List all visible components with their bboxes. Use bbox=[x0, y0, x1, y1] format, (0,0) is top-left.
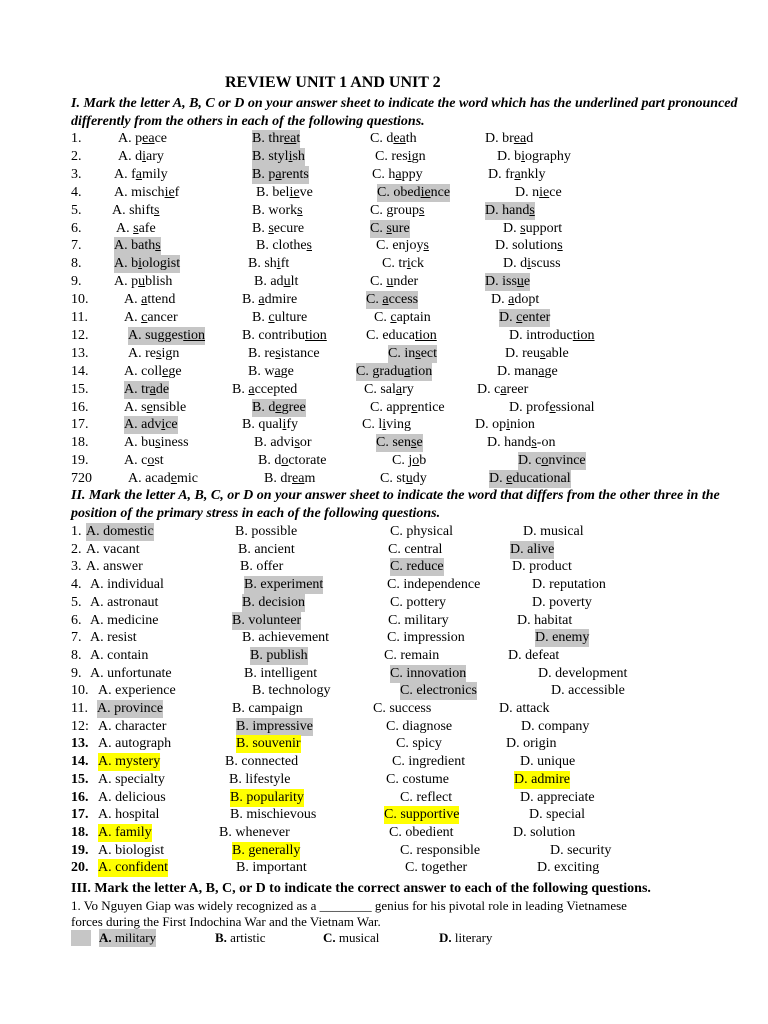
option-b: B. generally bbox=[232, 842, 301, 858]
answer-option: C. musical bbox=[323, 930, 380, 945]
option-b: B. important bbox=[236, 860, 307, 876]
option-c: C. success bbox=[373, 701, 432, 716]
option-d: D. center bbox=[499, 310, 551, 325]
option-c: C. independence bbox=[387, 577, 481, 593]
option-a: A. resist bbox=[90, 630, 137, 646]
option-c: C. job bbox=[392, 453, 427, 469]
option-b: B. impressive bbox=[236, 718, 313, 734]
section1-row bbox=[0, 148, 768, 166]
question-number: 2. bbox=[71, 148, 82, 164]
option-c: C. obedience bbox=[377, 184, 451, 200]
section1-row bbox=[0, 273, 768, 291]
answer-option: B. artistic bbox=[215, 930, 266, 945]
question-number: 4. bbox=[71, 184, 82, 200]
question-number: 3. bbox=[71, 166, 82, 182]
option-c: C. happy bbox=[372, 166, 423, 182]
section2-row bbox=[0, 842, 768, 860]
section2-row bbox=[0, 594, 768, 612]
option-b: B. secure bbox=[252, 220, 305, 236]
option-c: C. apprentice bbox=[370, 399, 445, 415]
option-b: B. experiment bbox=[244, 577, 324, 593]
question-number: 15. bbox=[71, 771, 89, 787]
question-number: 4. bbox=[71, 577, 82, 593]
option-b: B. resistance bbox=[248, 345, 320, 361]
question-number: 13. bbox=[71, 736, 89, 752]
section1-row bbox=[0, 255, 768, 273]
option-b: B. advisor bbox=[254, 435, 312, 451]
option-d: D. accessible bbox=[551, 683, 625, 699]
question-number: 2. bbox=[71, 541, 82, 557]
option-a: A. cancer bbox=[124, 310, 178, 325]
section2-row bbox=[0, 612, 768, 630]
option-d: D. educational bbox=[489, 471, 571, 487]
option-b: B. works bbox=[252, 202, 303, 218]
option-c: C. innovation bbox=[390, 665, 467, 681]
section2-row bbox=[0, 647, 768, 665]
option-b: B. connected bbox=[225, 754, 299, 770]
option-d: D. discuss bbox=[503, 256, 561, 272]
option-c: C. physical bbox=[390, 524, 453, 539]
question-number: 17. bbox=[71, 807, 89, 823]
option-c: C. reflect bbox=[400, 789, 453, 805]
option-a: A. specialty bbox=[98, 771, 165, 787]
section1-row bbox=[0, 309, 768, 327]
section1-row bbox=[0, 202, 768, 220]
section1-instruction: I. Mark the letter A, B, C or D on your answer sheet to indicate the word which has the underlined part pronounced differently from the others in each of the following questions. bbox=[71, 96, 738, 129]
question-number: 18. bbox=[71, 435, 89, 451]
section2-row bbox=[0, 735, 768, 753]
option-a: A. autograph bbox=[98, 736, 172, 752]
option-c: C. enjoys bbox=[376, 238, 429, 254]
option-d: D. manage bbox=[497, 363, 558, 379]
question-number: 6. bbox=[71, 220, 82, 236]
option-c: C. resign bbox=[375, 148, 426, 164]
option-a: A. sensible bbox=[124, 399, 187, 415]
option-d: D. appreciate bbox=[520, 789, 595, 805]
section2-row bbox=[0, 771, 768, 789]
option-a: A. business bbox=[124, 435, 189, 451]
option-d: D. biography bbox=[497, 148, 571, 164]
question-number: 8. bbox=[71, 256, 82, 272]
section2-row bbox=[0, 682, 768, 700]
option-a: A. answer bbox=[86, 559, 143, 575]
option-c: C. captain bbox=[374, 310, 431, 325]
question-number: 5. bbox=[71, 594, 82, 610]
option-a: A. mystery bbox=[98, 754, 161, 770]
option-a: A. publish bbox=[114, 274, 173, 290]
section2-row bbox=[0, 700, 768, 718]
question-1-line-2: forces during the First Indochina War and the Vietnam War. bbox=[71, 914, 381, 929]
option-b: B. lifestyle bbox=[229, 771, 291, 787]
option-c: C. responsible bbox=[400, 842, 481, 858]
option-d: D. habitat bbox=[517, 612, 573, 628]
section2-row bbox=[0, 541, 768, 559]
option-a: A. shifts bbox=[112, 202, 160, 218]
section3-instruction: III. Mark the letter A, B, C, or D to indicate the correct answer to each of the following questions. bbox=[71, 881, 651, 896]
section1-row bbox=[0, 166, 768, 184]
section2-row bbox=[0, 753, 768, 771]
section2-row bbox=[0, 629, 768, 647]
option-d: D. solutions bbox=[495, 238, 563, 254]
option-d: D. special bbox=[529, 807, 585, 823]
option-d: D. poverty bbox=[532, 594, 592, 610]
option-b: B. qualify bbox=[242, 417, 299, 433]
section2-row bbox=[0, 523, 768, 541]
option-d: D. professional bbox=[509, 399, 595, 415]
option-c: C. graduation bbox=[356, 363, 433, 379]
section2-row bbox=[0, 806, 768, 824]
question-number: 11. bbox=[71, 701, 88, 716]
option-c: C. together bbox=[405, 860, 468, 876]
option-b: B. achievement bbox=[242, 630, 330, 646]
option-c: C. supportive bbox=[384, 807, 460, 823]
question-1-options bbox=[71, 929, 761, 947]
option-c: C. death bbox=[370, 131, 417, 146]
question-number: 19. bbox=[71, 842, 89, 858]
option-d: D. opinion bbox=[475, 417, 535, 433]
option-a: A. vacant bbox=[86, 541, 140, 557]
option-b: B. technology bbox=[252, 683, 331, 699]
option-b: B. doctorate bbox=[258, 453, 327, 469]
section1-row bbox=[0, 220, 768, 238]
option-a: A. attend bbox=[124, 292, 176, 308]
option-b: B. intelligent bbox=[244, 665, 318, 681]
option-a: A. baths bbox=[114, 238, 161, 254]
option-b: B. believe bbox=[256, 184, 313, 200]
option-c: C. obedient bbox=[389, 824, 454, 840]
option-b: B. contribution bbox=[242, 327, 327, 343]
section2-row bbox=[0, 859, 768, 877]
answer-option: D. literary bbox=[439, 930, 493, 945]
option-d: D. admire bbox=[514, 771, 570, 787]
option-b: B. campaign bbox=[232, 701, 303, 716]
option-b: B. admire bbox=[242, 292, 298, 308]
option-b: B. dream bbox=[264, 471, 316, 487]
option-a: A. contain bbox=[90, 647, 149, 663]
option-d: D. niece bbox=[515, 184, 562, 200]
option-a: A. medicine bbox=[90, 612, 159, 628]
question-number: 13. bbox=[71, 345, 89, 361]
option-d: D. support bbox=[503, 220, 563, 236]
option-d: D. security bbox=[550, 842, 612, 858]
option-b: B. souvenir bbox=[236, 736, 301, 752]
option-d: D. issue bbox=[485, 274, 531, 290]
option-c: C. remain bbox=[384, 647, 440, 663]
question-number: 18. bbox=[71, 824, 89, 840]
option-d: D. reusable bbox=[505, 345, 569, 361]
question-number: 9. bbox=[71, 665, 82, 681]
question-number: 12: bbox=[71, 718, 89, 734]
section1-row bbox=[0, 470, 768, 488]
option-b: B. whenever bbox=[219, 824, 290, 840]
option-b: B. accepted bbox=[232, 381, 298, 397]
question-number: 7. bbox=[71, 630, 82, 646]
option-d: D. reputation bbox=[532, 577, 606, 593]
option-c: C. pottery bbox=[390, 594, 446, 610]
option-d: D. enemy bbox=[535, 630, 590, 646]
section2-row bbox=[0, 789, 768, 807]
option-b: B. popularity bbox=[230, 789, 304, 805]
option-d: D. origin bbox=[506, 736, 557, 752]
option-a: A. family bbox=[98, 824, 152, 840]
option-d: D. convince bbox=[518, 453, 586, 469]
section1-row bbox=[0, 184, 768, 202]
question-number: 16. bbox=[71, 399, 89, 415]
option-d: D. hands bbox=[485, 202, 535, 218]
option-a: A. suggestion bbox=[128, 327, 206, 343]
option-a: A. astronaut bbox=[90, 594, 159, 610]
option-a: A. biologist bbox=[98, 842, 165, 858]
option-b: B. parents bbox=[252, 166, 309, 182]
option-c: C. salary bbox=[364, 381, 414, 397]
section1-row bbox=[0, 363, 768, 381]
question-number: 10. bbox=[71, 292, 89, 308]
section2-row bbox=[0, 576, 768, 594]
option-c: C. sure bbox=[370, 220, 410, 236]
page-title: REVIEW UNIT 1 AND UNIT 2 bbox=[225, 74, 441, 91]
option-b: B. clothes bbox=[256, 238, 312, 254]
option-c: C. groups bbox=[370, 202, 425, 218]
option-b: B. threat bbox=[252, 131, 301, 146]
option-d: D. solution bbox=[513, 824, 576, 840]
question-number: 19. bbox=[71, 453, 89, 469]
option-d: D. frankly bbox=[488, 166, 546, 182]
option-a: A. cost bbox=[124, 453, 164, 469]
question-number: 20. bbox=[71, 860, 89, 876]
option-c: C. access bbox=[366, 292, 419, 308]
section1-row bbox=[0, 416, 768, 434]
option-d: D. development bbox=[538, 665, 628, 681]
question-number: 10. bbox=[71, 683, 89, 699]
option-b: B. publish bbox=[250, 647, 308, 663]
answer-option: A. military bbox=[99, 930, 157, 945]
option-c: C. trick bbox=[382, 256, 424, 272]
option-b: B. offer bbox=[240, 559, 284, 575]
option-d: D. hands-on bbox=[487, 435, 556, 451]
section2-row bbox=[0, 558, 768, 576]
question-number: 1. bbox=[71, 524, 82, 539]
question-number: 12. bbox=[71, 327, 89, 343]
option-a: A. delicious bbox=[98, 789, 166, 805]
question-number: 16. bbox=[71, 789, 89, 805]
option-d: D. unique bbox=[520, 754, 576, 770]
option-a: A. biologist bbox=[114, 256, 181, 272]
option-b: B. volunteer bbox=[232, 612, 302, 628]
question-number: 9. bbox=[71, 274, 82, 290]
option-b: B. mischievous bbox=[230, 807, 317, 823]
option-c: C. diagnose bbox=[386, 718, 453, 734]
option-b: B. ancient bbox=[238, 541, 295, 557]
option-c: C. military bbox=[388, 612, 449, 628]
option-c: C. sense bbox=[376, 435, 423, 451]
option-d: D. defeat bbox=[508, 647, 560, 663]
option-c: C. impression bbox=[387, 630, 465, 646]
option-c: C. living bbox=[362, 417, 412, 433]
section2-row bbox=[0, 824, 768, 842]
option-a: A. diary bbox=[118, 148, 164, 164]
option-a: A. peace bbox=[118, 131, 167, 146]
option-a: A. resign bbox=[128, 345, 180, 361]
option-a: A. province bbox=[97, 701, 164, 716]
option-c: C. costume bbox=[386, 771, 449, 787]
question-number: 8. bbox=[71, 647, 82, 663]
question-number: 6. bbox=[71, 612, 82, 628]
option-b: B. decision bbox=[242, 594, 305, 610]
option-a: A. safe bbox=[116, 220, 156, 236]
option-a: A. confident bbox=[98, 860, 168, 876]
section1-row bbox=[0, 452, 768, 470]
section1-row bbox=[0, 130, 768, 148]
option-c: C. insect bbox=[388, 345, 438, 361]
option-a: A. unfortunate bbox=[90, 665, 172, 681]
option-c: C. electronics bbox=[400, 683, 477, 699]
section1-row bbox=[0, 345, 768, 363]
option-d: D. company bbox=[521, 718, 590, 734]
option-a: A. mischief bbox=[114, 184, 180, 200]
section1-row bbox=[0, 327, 768, 345]
option-b: B. adult bbox=[254, 274, 299, 290]
option-c: C. central bbox=[388, 541, 443, 557]
question-number: 7. bbox=[71, 238, 82, 254]
option-c: C. study bbox=[380, 471, 427, 487]
option-a: A. family bbox=[114, 166, 168, 182]
section1-row bbox=[0, 291, 768, 309]
option-d: D. exciting bbox=[537, 860, 600, 876]
option-d: D. introduction bbox=[509, 327, 595, 343]
question-number: 17. bbox=[71, 417, 89, 433]
option-b: B. wage bbox=[248, 363, 294, 379]
option-a: A. experience bbox=[98, 683, 176, 699]
option-a: A. character bbox=[98, 718, 167, 734]
option-c: C. under bbox=[370, 274, 419, 290]
option-b: B. shift bbox=[248, 256, 290, 272]
option-a: A. academic bbox=[128, 471, 198, 487]
section1-row bbox=[0, 237, 768, 255]
option-d: D. adopt bbox=[491, 292, 540, 308]
option-b: B. possible bbox=[235, 524, 298, 539]
option-a: A. individual bbox=[90, 577, 164, 593]
section1-row bbox=[0, 399, 768, 417]
question-number: 720 bbox=[71, 471, 92, 487]
section1-row bbox=[0, 434, 768, 452]
option-d: D. product bbox=[512, 559, 572, 575]
option-c: C. spicy bbox=[396, 736, 442, 752]
section2-row bbox=[0, 718, 768, 736]
option-b: B. degree bbox=[252, 399, 306, 415]
question-number: 11. bbox=[71, 310, 88, 325]
option-d: D. attack bbox=[499, 701, 550, 716]
option-c: C. education bbox=[366, 327, 437, 343]
question-number: 14. bbox=[71, 754, 89, 770]
option-b: B. culture bbox=[252, 310, 308, 325]
option-b: B. stylish bbox=[252, 148, 305, 164]
question-number: 3. bbox=[71, 559, 82, 575]
option-a: A. advice bbox=[124, 417, 178, 433]
option-d: D. alive bbox=[510, 541, 555, 557]
option-d: D. career bbox=[477, 381, 529, 397]
question-number: 5. bbox=[71, 202, 82, 218]
option-a: A. trade bbox=[124, 381, 170, 397]
question-number: 1. bbox=[71, 131, 82, 146]
option-d: D. musical bbox=[523, 524, 584, 539]
option-a: A. hospital bbox=[98, 807, 160, 823]
question-number: 14. bbox=[71, 363, 89, 379]
question-number: 15. bbox=[71, 381, 89, 397]
section1-row bbox=[0, 381, 768, 399]
question-1-line-1: 1. Vo Nguyen Giap was widely recognized as a ________ genius for his pivotal role in leading Vietnamese bbox=[71, 898, 627, 913]
option-c: C. ingredient bbox=[392, 754, 466, 770]
option-c: C. reduce bbox=[390, 559, 444, 575]
option-a: A. college bbox=[124, 363, 182, 379]
section2-row bbox=[0, 665, 768, 683]
option-d: D. bread bbox=[485, 131, 534, 146]
section2-instruction: II. Mark the letter A, B, C, or D on your answer sheet to indicate the word that differs from the other three in the position of the primary stress in each of the following questions. bbox=[71, 488, 720, 521]
option-a: A. domestic bbox=[86, 524, 154, 539]
